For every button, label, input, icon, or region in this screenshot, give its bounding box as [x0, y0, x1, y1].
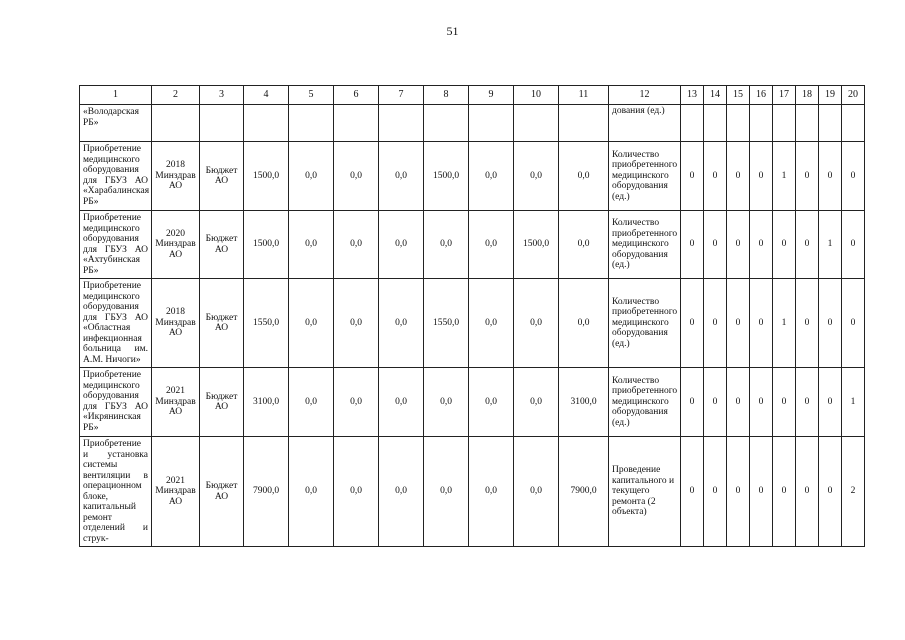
target-value-cell: 0 — [796, 437, 819, 547]
column-number-row — [80, 86, 865, 105]
column-number: 1 — [80, 86, 152, 105]
funding-value-cell: 0,0 — [514, 437, 559, 547]
target-value-cell: 0 — [727, 211, 750, 279]
target-value-cell: 0 — [681, 211, 704, 279]
funding-source-cell: Бюджет АО — [200, 368, 244, 437]
page-number: 51 — [446, 24, 459, 38]
funding-value-cell — [514, 105, 559, 142]
funding-value-cell — [334, 105, 379, 142]
funding-value-cell — [469, 105, 514, 142]
target-value-cell: 0 — [750, 211, 773, 279]
funding-value-cell: 0,0 — [424, 368, 469, 437]
target-value-cell — [727, 105, 750, 142]
target-value-cell — [842, 105, 865, 142]
year-executor-cell: 2018 Минздрав АО — [152, 279, 200, 368]
column-number: 20 — [842, 86, 865, 105]
target-value-cell: 0 — [750, 142, 773, 211]
target-value-cell: 1 — [819, 211, 842, 279]
target-value-cell: 1 — [773, 279, 796, 368]
column-number: 10 — [514, 86, 559, 105]
funding-value-cell: 0,0 — [514, 279, 559, 368]
target-value-cell: 1 — [842, 368, 865, 437]
target-value-cell: 0 — [819, 437, 842, 547]
funding-value-cell: 3100,0 — [244, 368, 289, 437]
target-value-cell — [750, 105, 773, 142]
target-value-cell — [796, 105, 819, 142]
target-value-cell: 0 — [773, 368, 796, 437]
funding-value-cell — [379, 105, 424, 142]
funding-source-cell: Бюджет АО — [200, 142, 244, 211]
funding-value-cell: 0,0 — [469, 279, 514, 368]
target-value-cell: 0 — [681, 368, 704, 437]
column-number: 3 — [200, 86, 244, 105]
funding-value-cell: 1500,0 — [424, 142, 469, 211]
funding-value-cell: 0,0 — [469, 211, 514, 279]
target-value-cell: 0 — [796, 368, 819, 437]
target-value-cell — [704, 105, 727, 142]
funding-source-cell: Бюджет АО — [200, 211, 244, 279]
target-value-cell — [681, 105, 704, 142]
table-row — [80, 105, 865, 142]
program-table — [79, 85, 865, 547]
funding-value-cell: 0,0 — [424, 211, 469, 279]
year-executor-cell — [152, 105, 200, 142]
target-value-cell — [773, 105, 796, 142]
funding-value-cell: 0,0 — [514, 142, 559, 211]
target-value-cell: 0 — [681, 142, 704, 211]
indicator-cell: Проведение капитального и текущего ремонта (2 объекта) — [609, 437, 681, 547]
funding-value-cell: 0,0 — [334, 368, 379, 437]
target-value-cell: 0 — [750, 279, 773, 368]
funding-value-cell: 0,0 — [379, 279, 424, 368]
column-number: 17 — [773, 86, 796, 105]
year-executor-cell: 2021 Минздрав АО — [152, 437, 200, 547]
indicator-cell: Количество приобретенного медицинского оборудования (ед.) — [609, 211, 681, 279]
column-number: 16 — [750, 86, 773, 105]
target-value-cell: 0 — [704, 368, 727, 437]
target-value-cell: 0 — [727, 368, 750, 437]
funding-value-cell: 0,0 — [334, 279, 379, 368]
funding-value-cell: 0,0 — [289, 142, 334, 211]
column-number: 9 — [469, 86, 514, 105]
indicator-cell: Количество приобретенного медицинского оборудования (ед.) — [609, 368, 681, 437]
funding-value-cell: 0,0 — [379, 142, 424, 211]
funding-value-cell: 0,0 — [289, 279, 334, 368]
indicator-cell: Количество приобретенного медицинского оборудования (ед.) — [609, 142, 681, 211]
funding-value-cell: 1550,0 — [244, 279, 289, 368]
target-value-cell: 0 — [773, 211, 796, 279]
indicator-cell: Количество приобретенного медицинского оборудования (ед.) — [609, 279, 681, 368]
column-number: 6 — [334, 86, 379, 105]
funding-value-cell: 3100,0 — [559, 368, 609, 437]
table-row — [80, 437, 865, 547]
funding-value-cell: 0,0 — [334, 437, 379, 547]
activity-name-cell: Приобретение медицинского оборудования для ГБУЗ АО «Ахтубинская РБ» — [80, 211, 152, 279]
column-number: 8 — [424, 86, 469, 105]
table-row — [80, 142, 865, 211]
funding-value-cell: 0,0 — [469, 142, 514, 211]
funding-value-cell: 0,0 — [289, 211, 334, 279]
funding-value-cell: 1500,0 — [244, 142, 289, 211]
funding-value-cell — [424, 105, 469, 142]
program-table-sheet — [79, 85, 865, 547]
target-value-cell: 0 — [681, 279, 704, 368]
funding-value-cell: 7900,0 — [244, 437, 289, 547]
target-value-cell: 0 — [796, 142, 819, 211]
funding-source-cell: Бюджет АО — [200, 437, 244, 547]
funding-value-cell: 0,0 — [559, 279, 609, 368]
target-value-cell: 0 — [704, 279, 727, 368]
column-number: 18 — [796, 86, 819, 105]
target-value-cell: 0 — [727, 279, 750, 368]
target-value-cell — [819, 105, 842, 142]
column-number: 19 — [819, 86, 842, 105]
activity-name-cell: Приобретение медицинского оборудования для ГБУЗ АО «Харабалинская РБ» — [80, 142, 152, 211]
table-row — [80, 211, 865, 279]
column-number: 2 — [152, 86, 200, 105]
year-executor-cell: 2021 Минздрав АО — [152, 368, 200, 437]
target-value-cell: 0 — [819, 279, 842, 368]
column-number: 13 — [681, 86, 704, 105]
funding-source-cell: Бюджет АО — [200, 279, 244, 368]
target-value-cell: 0 — [796, 279, 819, 368]
funding-value-cell: 0,0 — [289, 437, 334, 547]
target-value-cell: 0 — [750, 437, 773, 547]
table-row — [80, 279, 865, 368]
year-executor-cell: 2020 Минздрав АО — [152, 211, 200, 279]
target-value-cell: 0 — [750, 368, 773, 437]
funding-value-cell: 1500,0 — [244, 211, 289, 279]
funding-value-cell: 0,0 — [469, 437, 514, 547]
indicator-cell: дования (ед.) — [609, 105, 681, 142]
column-number: 4 — [244, 86, 289, 105]
target-value-cell: 0 — [842, 142, 865, 211]
target-value-cell: 0 — [704, 142, 727, 211]
target-value-cell: 0 — [704, 437, 727, 547]
target-value-cell: 0 — [819, 142, 842, 211]
funding-value-cell: 0,0 — [379, 437, 424, 547]
target-value-cell: 0 — [704, 211, 727, 279]
target-value-cell: 0 — [727, 142, 750, 211]
funding-value-cell: 1550,0 — [424, 279, 469, 368]
funding-value-cell: 0,0 — [334, 211, 379, 279]
column-number: 5 — [289, 86, 334, 105]
activity-name-cell: Приобретение медицинского оборудования для ГБУЗ АО «Икрянинская РБ» — [80, 368, 152, 437]
column-number: 7 — [379, 86, 424, 105]
funding-value-cell — [289, 105, 334, 142]
target-value-cell: 2 — [842, 437, 865, 547]
column-number: 15 — [727, 86, 750, 105]
column-number: 12 — [609, 86, 681, 105]
target-value-cell: 0 — [773, 437, 796, 547]
target-value-cell: 0 — [842, 279, 865, 368]
target-value-cell: 0 — [727, 437, 750, 547]
funding-value-cell: 0,0 — [559, 142, 609, 211]
funding-source-cell — [200, 105, 244, 142]
target-value-cell: 1 — [773, 142, 796, 211]
funding-value-cell: 0,0 — [469, 368, 514, 437]
funding-value-cell: 0,0 — [289, 368, 334, 437]
funding-value-cell: 7900,0 — [559, 437, 609, 547]
year-executor-cell: 2018 Минздрав АО — [152, 142, 200, 211]
target-value-cell: 0 — [796, 211, 819, 279]
funding-value-cell: 0,0 — [379, 211, 424, 279]
activity-name-cell: «Володарская РБ» — [80, 105, 152, 142]
funding-value-cell: 1500,0 — [514, 211, 559, 279]
target-value-cell: 0 — [819, 368, 842, 437]
target-value-cell: 0 — [842, 211, 865, 279]
table-body — [80, 86, 865, 547]
activity-name-cell: Приобретение медицинского оборудования для ГБУЗ АО «Областная инфекционная больница им. А.М. Ничоги» — [80, 279, 152, 368]
table-row — [80, 368, 865, 437]
funding-value-cell: 0,0 — [559, 211, 609, 279]
column-number: 11 — [559, 86, 609, 105]
funding-value-cell — [559, 105, 609, 142]
activity-name-cell: Приобретение и установка системы вентиляции в операционном блоке, капитальный ремонт отделений и струк- — [80, 437, 152, 547]
target-value-cell: 0 — [681, 437, 704, 547]
column-number: 14 — [704, 86, 727, 105]
funding-value-cell: 0,0 — [424, 437, 469, 547]
funding-value-cell — [244, 105, 289, 142]
funding-value-cell: 0,0 — [379, 368, 424, 437]
funding-value-cell: 0,0 — [334, 142, 379, 211]
funding-value-cell: 0,0 — [514, 368, 559, 437]
